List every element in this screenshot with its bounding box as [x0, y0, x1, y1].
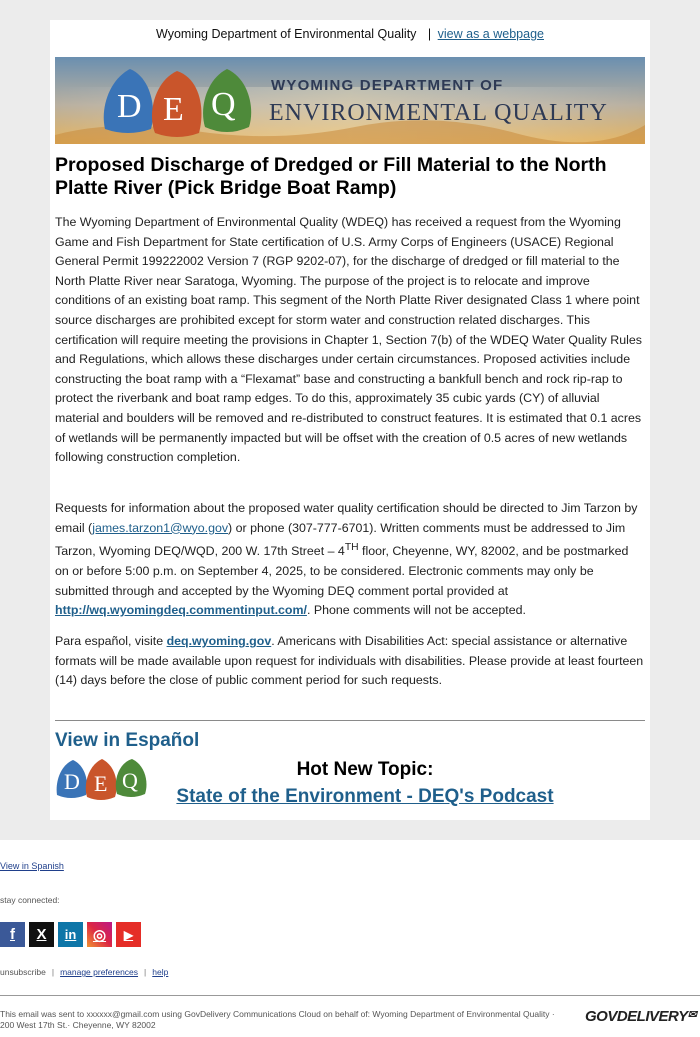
hot-topic-label: Hot New Topic:: [296, 759, 434, 780]
facebook-icon[interactable]: f: [0, 922, 25, 947]
govdelivery-logo: [585, 1008, 696, 1025]
linkedin-icon[interactable]: in: [58, 922, 83, 947]
spanish-text: Para español, visite: [55, 634, 167, 648]
social-icons: [0, 922, 141, 947]
footer-divider: [0, 995, 700, 996]
govdelivery-brand: GOVDELIVERY: [585, 1008, 688, 1025]
small-logo-e: E: [94, 771, 108, 796]
org-name: Wyoming Department of Environmental Quality: [156, 27, 417, 41]
contact-text-1: Requests for information about the proposed water quality certification should be directed to Jim Tarzon by email (: [55, 501, 638, 535]
deq-banner: [55, 57, 645, 144]
logo-letter-d: D: [117, 88, 142, 125]
contact-text-3: floor, Cheyenne, WY, 82002, and be postmarked on or before 5:00 p.m. on September 4, 2025, to be considered. Electronic comments may only be submitted through and accepted by the Wyoming DEQ comment portal provided at: [55, 544, 629, 598]
logo-letter-e: E: [163, 91, 184, 128]
contact-text-4: . Phone comments will not be accepted.: [306, 603, 526, 618]
sent-notice: This email was sent to xxxxxx@gmail.com using GovDelivery Communications Cloud on behalf of: Wyoming Department of Environmental Quality · 200 West 17th St.· Cheyenne, WY 82002: [0, 1009, 555, 1030]
help-link[interactable]: help: [152, 967, 169, 977]
banner-line1: WYOMING DEPARTMENT OF: [271, 77, 504, 94]
small-logo-d: D: [64, 769, 80, 794]
email-card: [50, 20, 650, 820]
view-in-espanol-link[interactable]: View in Español: [55, 730, 200, 751]
ada-text: . Americans with Disabilities Act: special assistance or alternative formats will be made available upon request for individuals with disabilities. Please provide at least fourteen (14) days before the close of public comment period for such requests.: [55, 634, 644, 688]
section-divider: [55, 720, 645, 721]
header-separator: |: [427, 27, 432, 41]
contact-text-2: ) or phone (307-777-6701). Written comments must be addressed to Jim Tarzon, Wyoming DEQ/WQD, 200 W. 17th Street – 4: [55, 520, 626, 559]
view-webpage-link[interactable]: view as a webpage: [437, 27, 544, 41]
logo-letter-q: Q: [211, 86, 236, 123]
podcast-link[interactable]: State of the Environment - DEQ's Podcast: [176, 786, 554, 807]
unsubscribe-link[interactable]: unsubscribe: [0, 967, 46, 977]
banner-line2: ENVIRONMENTAL QUALITY: [269, 100, 608, 126]
deq-site-link[interactable]: deq.wyoming.gov: [166, 634, 272, 648]
email-link[interactable]: james.tarzon1@wyo.gov: [92, 520, 229, 535]
manage-preferences-link[interactable]: manage preferences: [60, 967, 139, 977]
deq-small-logo: [55, 757, 151, 806]
banner-graphic: [55, 57, 645, 144]
small-logo-q: Q: [122, 768, 138, 793]
comment-portal-link[interactable]: http://wq.wyomingdeq.commentinput.com/: [55, 603, 307, 618]
header-line: [50, 27, 650, 41]
stay-connected-label: stay connected:: [0, 895, 60, 905]
footer-view-spanish-link[interactable]: View in Spanish: [0, 861, 64, 871]
x-icon[interactable]: X: [29, 922, 54, 947]
floor-superscript: TH: [344, 542, 359, 554]
paragraph-accessibility: [55, 632, 645, 691]
envelope-icon: ✉: [687, 1009, 697, 1021]
footer-links: unsubscribe | manage preferences | help: [0, 967, 169, 977]
paragraph-certification: The Wyoming Department of Environmental Quality (WDEQ) has received a request from the Wyoming Game and Fish Department for State certification of U.S. Army Corps of Engineers (USACE) Regional General Permit 199222002 Version 7 (RGP 9202-07), for the discharge of dredged or fill material to the North Platte River near Saratoga, Wyoming. The purpose of the project is to relocate and improve conditions of an existing boat ramp. This segment of the North Platte River designated Class 1 where point source discharges are prohibited except for storm water and construction related discharges. This certification will require meeting the provisions in Chapter 1, Section 7(b) of the WDEQ Water Quality Rules and Regulations, which allows these discharges under certain circumstances. Proposed activities include constructing the boat ramp with a “Flexamat” base and constructing a bankfull bench and rock rip-rap to protect the riverbank and boat ramp edges. To do this, approximately 35 cubic yards (CY) of alluvial material and boulders will be removed and re-distributed to construct features. It is estimated that 0.1 acres of wetlands will be permanently impacted but will be offset with the creation of 0.5 acres of new wetlands following construction completion.: [55, 215, 642, 465]
instagram-icon[interactable]: ◎: [87, 922, 112, 947]
youtube-icon[interactable]: ▶: [116, 922, 141, 947]
paragraph-contact: [55, 499, 645, 621]
article-title: Proposed Discharge of Dredged or Fill Material to the North Platte River (Pick Bridge Boat Ramp): [55, 154, 607, 199]
